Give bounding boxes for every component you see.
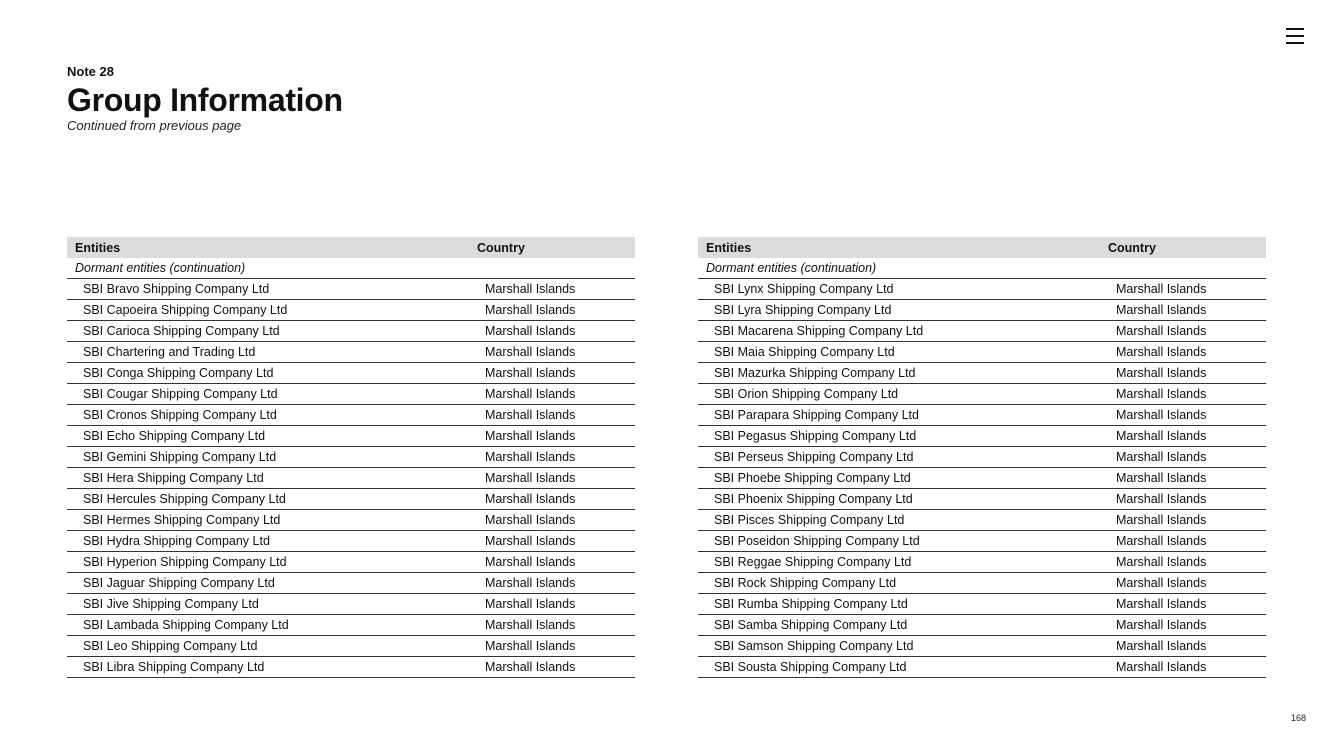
table-row bbox=[67, 342, 635, 363]
country-cell: Marshall Islands bbox=[1108, 552, 1266, 573]
section-row bbox=[67, 258, 635, 279]
country-cell: Marshall Islands bbox=[477, 615, 635, 636]
country-cell: Marshall Islands bbox=[1108, 636, 1266, 657]
entity-name-cell: SBI Cougar Shipping Company Ltd bbox=[67, 384, 477, 405]
table-row bbox=[67, 426, 635, 447]
country-cell: Marshall Islands bbox=[1108, 300, 1266, 321]
table-row bbox=[67, 636, 635, 657]
table-row bbox=[67, 573, 635, 594]
entity-name-cell: SBI Samba Shipping Company Ltd bbox=[698, 615, 1108, 636]
entity-name-cell: SBI Lyra Shipping Company Ltd bbox=[698, 300, 1108, 321]
table-row bbox=[67, 489, 635, 510]
table-row bbox=[698, 552, 1266, 573]
entity-name-cell: SBI Libra Shipping Company Ltd bbox=[67, 657, 477, 678]
country-cell: Marshall Islands bbox=[1108, 594, 1266, 615]
entity-name-cell: SBI Mazurka Shipping Company Ltd bbox=[698, 363, 1108, 384]
country-cell: Marshall Islands bbox=[1108, 363, 1266, 384]
page-subtitle: Continued from previous page bbox=[67, 118, 242, 133]
entity-name-cell: SBI Jaguar Shipping Company Ltd bbox=[67, 573, 477, 594]
entity-name-cell: SBI Capoeira Shipping Company Ltd bbox=[67, 300, 477, 321]
table-row bbox=[67, 384, 635, 405]
entities-table-left bbox=[67, 237, 635, 678]
entity-name-cell: SBI Hera Shipping Company Ltd bbox=[67, 468, 477, 489]
table-row bbox=[698, 594, 1266, 615]
entity-name-cell: SBI Leo Shipping Company Ltd bbox=[67, 636, 477, 657]
section-label: Dormant entities (continuation) bbox=[698, 258, 1266, 279]
table-row bbox=[67, 447, 635, 468]
country-cell: Marshall Islands bbox=[477, 405, 635, 426]
entity-name-cell: SBI Sousta Shipping Company Ltd bbox=[698, 657, 1108, 678]
country-cell: Marshall Islands bbox=[1108, 321, 1266, 342]
table-row bbox=[67, 594, 635, 615]
table-row bbox=[67, 615, 635, 636]
entity-name-cell: SBI Hercules Shipping Company Ltd bbox=[67, 489, 477, 510]
country-cell: Marshall Islands bbox=[1108, 531, 1266, 552]
section-row bbox=[698, 258, 1266, 279]
country-cell: Marshall Islands bbox=[477, 384, 635, 405]
menu-bar bbox=[1286, 35, 1304, 37]
entity-name-cell: SBI Lynx Shipping Company Ltd bbox=[698, 279, 1108, 300]
column-header-country: Country bbox=[477, 237, 635, 258]
country-cell: Marshall Islands bbox=[1108, 510, 1266, 531]
table-row bbox=[67, 363, 635, 384]
table-row bbox=[698, 300, 1266, 321]
menu-bar bbox=[1286, 28, 1304, 30]
table-row bbox=[67, 468, 635, 489]
hamburger-menu-icon[interactable] bbox=[1285, 26, 1307, 46]
country-cell: Marshall Islands bbox=[477, 489, 635, 510]
entity-name-cell: SBI Perseus Shipping Company Ltd bbox=[698, 447, 1108, 468]
country-cell: Marshall Islands bbox=[477, 321, 635, 342]
country-cell: Marshall Islands bbox=[477, 510, 635, 531]
country-cell: Marshall Islands bbox=[477, 552, 635, 573]
table-row bbox=[698, 426, 1266, 447]
table-row bbox=[67, 279, 635, 300]
table-row bbox=[698, 489, 1266, 510]
table-header-row bbox=[67, 237, 635, 258]
table-row bbox=[698, 342, 1266, 363]
entity-name-cell: SBI Cronos Shipping Company Ltd bbox=[67, 405, 477, 426]
table-row bbox=[67, 531, 635, 552]
table-row bbox=[698, 279, 1266, 300]
column-header-entities: Entities bbox=[67, 237, 477, 258]
entity-name-cell: SBI Parapara Shipping Company Ltd bbox=[698, 405, 1108, 426]
entity-name-cell: SBI Maia Shipping Company Ltd bbox=[698, 342, 1108, 363]
table-row bbox=[698, 531, 1266, 552]
table-row bbox=[67, 405, 635, 426]
entity-name-cell: SBI Rock Shipping Company Ltd bbox=[698, 573, 1108, 594]
table-row bbox=[698, 447, 1266, 468]
entity-name-cell: SBI Macarena Shipping Company Ltd bbox=[698, 321, 1108, 342]
entity-name-cell: SBI Pegasus Shipping Company Ltd bbox=[698, 426, 1108, 447]
table-row bbox=[698, 510, 1266, 531]
table-row bbox=[67, 552, 635, 573]
entity-name-cell: SBI Samson Shipping Company Ltd bbox=[698, 636, 1108, 657]
entity-name-cell: SBI Carioca Shipping Company Ltd bbox=[67, 321, 477, 342]
page-header bbox=[67, 64, 343, 134]
entity-name-cell: SBI Chartering and Trading Ltd bbox=[67, 342, 477, 363]
menu-bar bbox=[1286, 42, 1304, 44]
country-cell: Marshall Islands bbox=[477, 636, 635, 657]
table-row bbox=[67, 300, 635, 321]
country-cell: Marshall Islands bbox=[477, 426, 635, 447]
table-row bbox=[698, 321, 1266, 342]
table-row bbox=[698, 363, 1266, 384]
entity-name-cell: SBI Rumba Shipping Company Ltd bbox=[698, 594, 1108, 615]
column-header-country: Country bbox=[1108, 237, 1266, 258]
entity-name-cell: SBI Phoebe Shipping Company Ltd bbox=[698, 468, 1108, 489]
country-cell: Marshall Islands bbox=[477, 468, 635, 489]
country-cell: Marshall Islands bbox=[477, 531, 635, 552]
table-row bbox=[67, 657, 635, 678]
country-cell: Marshall Islands bbox=[1108, 279, 1266, 300]
country-cell: Marshall Islands bbox=[477, 300, 635, 321]
country-cell: Marshall Islands bbox=[477, 657, 635, 678]
country-cell: Marshall Islands bbox=[1108, 573, 1266, 594]
country-cell: Marshall Islands bbox=[1108, 468, 1266, 489]
table-header-row bbox=[698, 237, 1266, 258]
page-title: Group Information bbox=[67, 82, 343, 118]
entity-name-cell: SBI Lambada Shipping Company Ltd bbox=[67, 615, 477, 636]
entity-name-cell: SBI Gemini Shipping Company Ltd bbox=[67, 447, 477, 468]
entity-name-cell: SBI Reggae Shipping Company Ltd bbox=[698, 552, 1108, 573]
entity-name-cell: SBI Hermes Shipping Company Ltd bbox=[67, 510, 477, 531]
entity-name-cell: SBI Hydra Shipping Company Ltd bbox=[67, 531, 477, 552]
section-label: Dormant entities (continuation) bbox=[67, 258, 635, 279]
country-cell: Marshall Islands bbox=[477, 594, 635, 615]
country-cell: Marshall Islands bbox=[1108, 447, 1266, 468]
entities-table-right bbox=[698, 237, 1266, 678]
country-cell: Marshall Islands bbox=[1108, 489, 1266, 510]
country-cell: Marshall Islands bbox=[477, 342, 635, 363]
page-number: 168 bbox=[1290, 713, 1306, 723]
table-row bbox=[67, 510, 635, 531]
table-row bbox=[698, 615, 1266, 636]
entity-name-cell: SBI Echo Shipping Company Ltd bbox=[67, 426, 477, 447]
table-row bbox=[698, 573, 1266, 594]
country-cell: Marshall Islands bbox=[1108, 342, 1266, 363]
entity-name-cell: SBI Conga Shipping Company Ltd bbox=[67, 363, 477, 384]
country-cell: Marshall Islands bbox=[1108, 384, 1266, 405]
table-row bbox=[698, 384, 1266, 405]
table-row bbox=[698, 405, 1266, 426]
country-cell: Marshall Islands bbox=[477, 279, 635, 300]
entity-name-cell: SBI Pisces Shipping Company Ltd bbox=[698, 510, 1108, 531]
country-cell: Marshall Islands bbox=[1108, 615, 1266, 636]
column-header-entities: Entities bbox=[698, 237, 1108, 258]
country-cell: Marshall Islands bbox=[477, 573, 635, 594]
country-cell: Marshall Islands bbox=[1108, 657, 1266, 678]
country-cell: Marshall Islands bbox=[1108, 426, 1266, 447]
table-row bbox=[698, 657, 1266, 678]
country-cell: Marshall Islands bbox=[477, 447, 635, 468]
entity-name-cell: SBI Orion Shipping Company Ltd bbox=[698, 384, 1108, 405]
table-row bbox=[698, 468, 1266, 489]
entity-name-cell: SBI Bravo Shipping Company Ltd bbox=[67, 279, 477, 300]
country-cell: Marshall Islands bbox=[1108, 405, 1266, 426]
note-label: Note 28 bbox=[67, 64, 114, 79]
entity-name-cell: SBI Jive Shipping Company Ltd bbox=[67, 594, 477, 615]
entity-name-cell: SBI Hyperion Shipping Company Ltd bbox=[67, 552, 477, 573]
entity-name-cell: SBI Phoenix Shipping Company Ltd bbox=[698, 489, 1108, 510]
entity-name-cell: SBI Poseidon Shipping Company Ltd bbox=[698, 531, 1108, 552]
country-cell: Marshall Islands bbox=[477, 363, 635, 384]
table-row bbox=[67, 321, 635, 342]
table-row bbox=[698, 636, 1266, 657]
